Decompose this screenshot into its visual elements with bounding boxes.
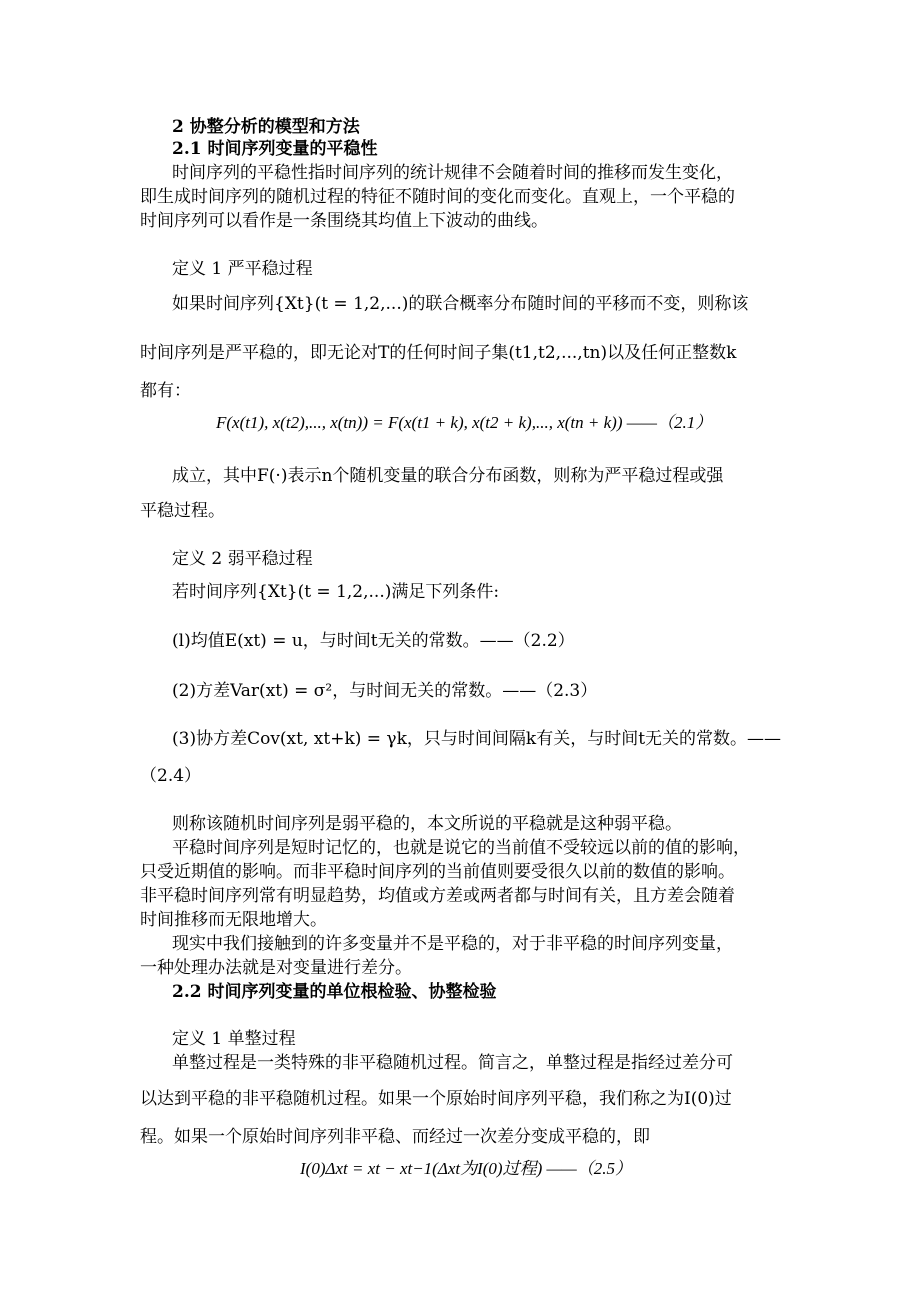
chapter-heading: 2 协整分析的模型和方法	[172, 117, 360, 137]
intro-line-2: 即生成时间序列的随机过程的特征不随时间的变化而变化。直观上，一个平稳的	[140, 187, 735, 207]
def-single-title: 定义 1 单整过程	[172, 1029, 296, 1049]
def-single-line-2: 以达到平稳的非平稳随机过程。如果一个原始时间序列平稳，我们称之为I(0)过	[140, 1089, 732, 1109]
def2-item-3-cont: （2.4）	[140, 766, 202, 786]
para-line-5: 时间推移而无限地增大。	[140, 910, 327, 930]
intro-line-1: 时间序列的平稳性指时间序列的统计规律不会随着时间的推移而发生变化，	[172, 163, 733, 183]
def2-item-3: (3)协方差Cov(xt, xt+k) = γk，只与时间间隔k有关，与时间t无关的常数。——	[172, 729, 782, 749]
def-single-line-1: 单整过程是一类特殊的非平稳随机过程。简言之，单整过程是指经过差分可	[172, 1053, 733, 1073]
formula-2-5: I(0)Δxt = xt − xt−1(Δxt为I(0)过程) ——（2.5）	[300, 1159, 632, 1178]
section-2-1-heading: 2.1 时间序列变量的平稳性	[172, 139, 378, 159]
def1-line-1: 如果时间序列{Xt}(t = 1,2,...)的联合概率分布随时间的平移而不变，则称该	[172, 294, 749, 314]
def2-item-1: (l)均值E(xt) = u，与时间t无关的常数。——（2.2）	[172, 631, 575, 651]
def1-title: 定义 1 严平稳过程	[172, 259, 313, 279]
formula-2-1: F(x(t1), x(t2),..., x(tn)) = F(x(t1 + k), x(t2 + k),..., x(tn + k)) ——（2.1）	[216, 413, 713, 432]
intro-line-3: 时间序列可以看作是一条围绕其均值上下波动的曲线。	[140, 211, 548, 231]
para-line-3: 只受近期值的影响。而非平稳时间序列的当前值则要受很久以前的数值的影响。	[140, 862, 735, 882]
para-line-7: 一种处理办法就是对变量进行差分。	[140, 958, 412, 978]
para-line-2: 平稳时间序列是短时记忆的，也就是说它的当前值不受较远以前的值的影响，	[172, 838, 750, 858]
def2-condition: 若时间序列{Xt}(t = 1,2,...)满足下列条件:	[172, 582, 500, 602]
para-line-6: 现实中我们接触到的许多变量并不是平稳的，对于非平稳的时间序列变量，	[172, 934, 733, 954]
def1-line-3: 都有：	[140, 381, 191, 401]
section-2-2-heading: 2.2 时间序列变量的单位根检验、协整检验	[172, 982, 497, 1002]
def1-line-2: 时间序列是严平稳的，即无论对T的任何时间子集(t1,t2,...,tn)以及任何正整数k	[140, 343, 737, 363]
def1-after-1: 成立，其中F(·)表示n个随机变量的联合分布函数，则称为严平稳过程或强	[172, 466, 724, 486]
para-line-4: 非平稳时间序列常有明显趋势，均值或方差或两者都与时间有关，且方差会随着	[140, 886, 735, 906]
def2-item-2: (2)方差Var(xt) = σ²，与时间无关的常数。——（2.3）	[172, 681, 598, 701]
para-line-1: 则称该随机时间序列是弱平稳的，本文所说的平稳就是这种弱平稳。	[172, 814, 682, 834]
def-single-line-3: 程。如果一个原始时间序列非平稳、而经过一次差分变成平稳的，即	[140, 1127, 650, 1147]
def2-title: 定义 2 弱平稳过程	[172, 549, 313, 569]
def1-after-2: 平稳过程。	[140, 501, 225, 521]
